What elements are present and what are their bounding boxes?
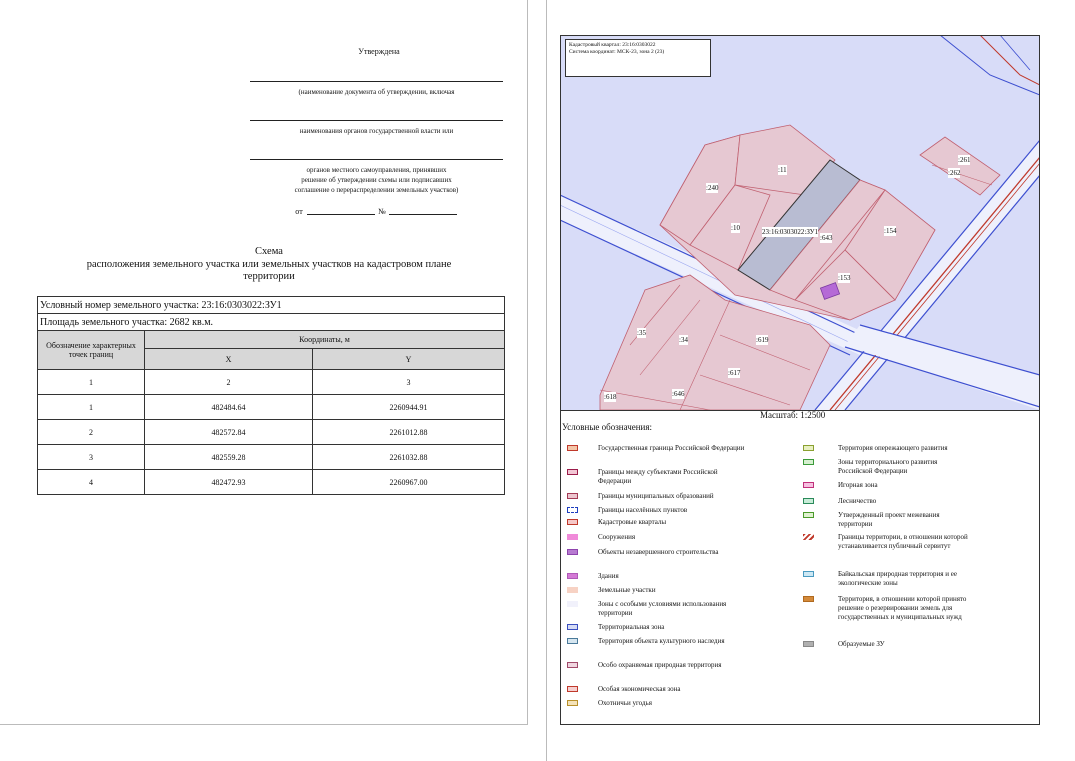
legend-left-label: Особая экономическая зона — [598, 685, 681, 693]
legend-left-label: Здания — [598, 572, 619, 580]
map-label: :11 — [778, 166, 787, 174]
legend-right-swatch-icon — [803, 571, 814, 577]
legend-left-label: Границы населённых пунктов — [598, 506, 688, 514]
coord-system: Система координат: МСК-23, зона 2 (23) — [569, 49, 665, 55]
schema-title-2: расположения земельного участка или земельных участков на кадастровом плане — [86, 258, 452, 270]
map-frame — [560, 35, 1040, 725]
legend-right-swatch-icon — [803, 512, 814, 518]
legend-left-label: Особо охраняемая природная территория — [598, 661, 722, 669]
map-label: :643 — [820, 234, 833, 242]
number-sign: № — [378, 207, 386, 216]
map-scale: Масштаб: 1:2500 — [760, 410, 826, 420]
legend-right-swatch-icon — [803, 498, 814, 504]
legend-left-swatch-icon — [567, 493, 578, 499]
approval-caption-2: наименования органов государственной власти или — [299, 127, 454, 135]
legend-right-swatch-icon — [803, 641, 814, 647]
map-label: :619 — [756, 336, 769, 344]
legend-left-label: Земельные участки — [598, 586, 656, 594]
map-label: :261 — [958, 156, 971, 164]
legend-right-label: Территория опережающего развития — [838, 444, 948, 452]
legend-right-label: Образуемые ЗУ — [838, 640, 885, 648]
legend-left-swatch-icon — [567, 549, 578, 555]
legend-right-label: Игорная зона — [838, 481, 878, 489]
legend-left-swatch-icon — [567, 624, 578, 630]
legend-right-swatch-icon — [803, 534, 814, 540]
legend-right-label: Территория, в отношении которой принято решение о резервировании земель для государственных и муниципальных нужд — [838, 595, 967, 621]
legend-left-label: Государственная граница Российской Федерации — [598, 444, 745, 452]
schema-title-3: территории — [243, 271, 295, 282]
map-label: :262 — [948, 169, 961, 177]
cadastral-quarter: Кадастровый квартал: 23:16:0303022 — [569, 42, 656, 48]
approval-caption-4: решение об утверждении схемы или подписавших — [301, 176, 452, 184]
legend-left-swatch-icon — [567, 573, 578, 579]
approval-caption-1: (наименование документа об утверждении, включая — [298, 88, 455, 96]
table-row: 1 2 3 — [38, 370, 505, 395]
legend-left-swatch-icon — [567, 601, 578, 607]
legend-left-label: Кадастровые кварталы — [598, 518, 667, 526]
legend-right-swatch-icon — [803, 445, 814, 451]
legend-title: Условные обозначения: — [562, 422, 653, 432]
legend-left-swatch-icon — [567, 507, 578, 513]
number-line — [389, 214, 457, 215]
approval-line — [250, 120, 503, 121]
approval-line — [250, 159, 503, 160]
map-label: :617 — [728, 369, 741, 377]
legend-left-swatch-icon — [567, 519, 578, 525]
header-coords: Координаты, м — [145, 331, 505, 349]
header-points: Обозначение характерных точек границ — [38, 331, 145, 370]
legend-right-label: Границы территории, в отношении которой устанавливается публичный сервитут — [838, 533, 968, 550]
map-label: :153 — [838, 274, 851, 282]
legend-left-label: Охотничьи угодья — [598, 699, 652, 707]
coordinates-table — [37, 296, 505, 495]
approval-caption-5: соглашение о перераспределении земельных участков) — [294, 186, 459, 194]
approval-line — [250, 81, 503, 82]
map-label: :154 — [884, 227, 897, 235]
legend-right-label: Байкальская природная территория и ее экологические зоны — [838, 570, 957, 587]
legend-left-label: Территориальная зона — [598, 623, 665, 631]
legend-left-label: Границы муниципальных образований — [598, 492, 714, 500]
legend-left-label: Зоны с особыми условиями использования территории — [598, 600, 727, 617]
legend-right-swatch-icon — [803, 459, 814, 465]
approval-title: Утверждена — [358, 47, 400, 56]
table-row: 4 482472.93 2260967.00 — [38, 470, 505, 495]
table-row: 2 482572.84 2261012.88 — [38, 420, 505, 445]
legend-left-swatch-icon — [567, 587, 578, 593]
legend-left-label: Границы между субъектами Российской Федерации — [598, 468, 718, 485]
page-gap — [528, 0, 545, 761]
map-label: :35 — [637, 329, 646, 337]
legend-right-swatch-icon — [803, 482, 814, 488]
approval-caption-3: органов местного самоуправления, принявших — [306, 166, 447, 174]
legend-left-swatch-icon — [567, 700, 578, 706]
legend-left-swatch-icon — [567, 686, 578, 692]
schema-title — [60, 246, 478, 284]
legend-left-swatch-icon — [567, 469, 578, 475]
legend-right-swatch-icon — [803, 596, 814, 602]
legend-left-label: Сооружения — [598, 533, 636, 541]
schema-title-1: Схема — [255, 246, 283, 257]
legend-right-label: Лесничество — [838, 497, 877, 505]
conditional-number: Условный номер земельного участка: 23:16:0303022:ЗУ1 — [38, 297, 505, 314]
legend-right-label: Утвержденный проект межевания территории — [838, 511, 940, 528]
map-label: :34 — [679, 336, 688, 344]
map-label: :618 — [604, 393, 617, 401]
map-label-parcel: 23:16:0303022:ЗУ1 — [762, 228, 819, 236]
legend-left-label: Объекты незавершенного строительства — [598, 548, 719, 556]
legend-left-label: Территория объекта культурного наследия — [598, 637, 725, 645]
date-line — [307, 214, 375, 215]
legend-left-swatch-icon — [567, 445, 578, 451]
legend-right-label: Зоны территориального развития Российской Федерации — [838, 458, 938, 475]
date-prefix: от — [295, 207, 303, 216]
legend-left-swatch-icon — [567, 638, 578, 644]
map-label: :646 — [672, 390, 685, 398]
map-label: :10 — [731, 224, 740, 232]
table-row: 3 482559.28 2261032.88 — [38, 445, 505, 470]
map-label: :240 — [706, 184, 719, 192]
legend-left-swatch-icon — [567, 534, 578, 540]
header-x: X — [145, 349, 313, 370]
table-row: 1 482484.64 2260944.91 — [38, 395, 505, 420]
legend-left-swatch-icon — [567, 662, 578, 668]
area: Площадь земельного участка: 2682 кв.м. — [38, 314, 505, 331]
header-y: Y — [313, 349, 505, 370]
